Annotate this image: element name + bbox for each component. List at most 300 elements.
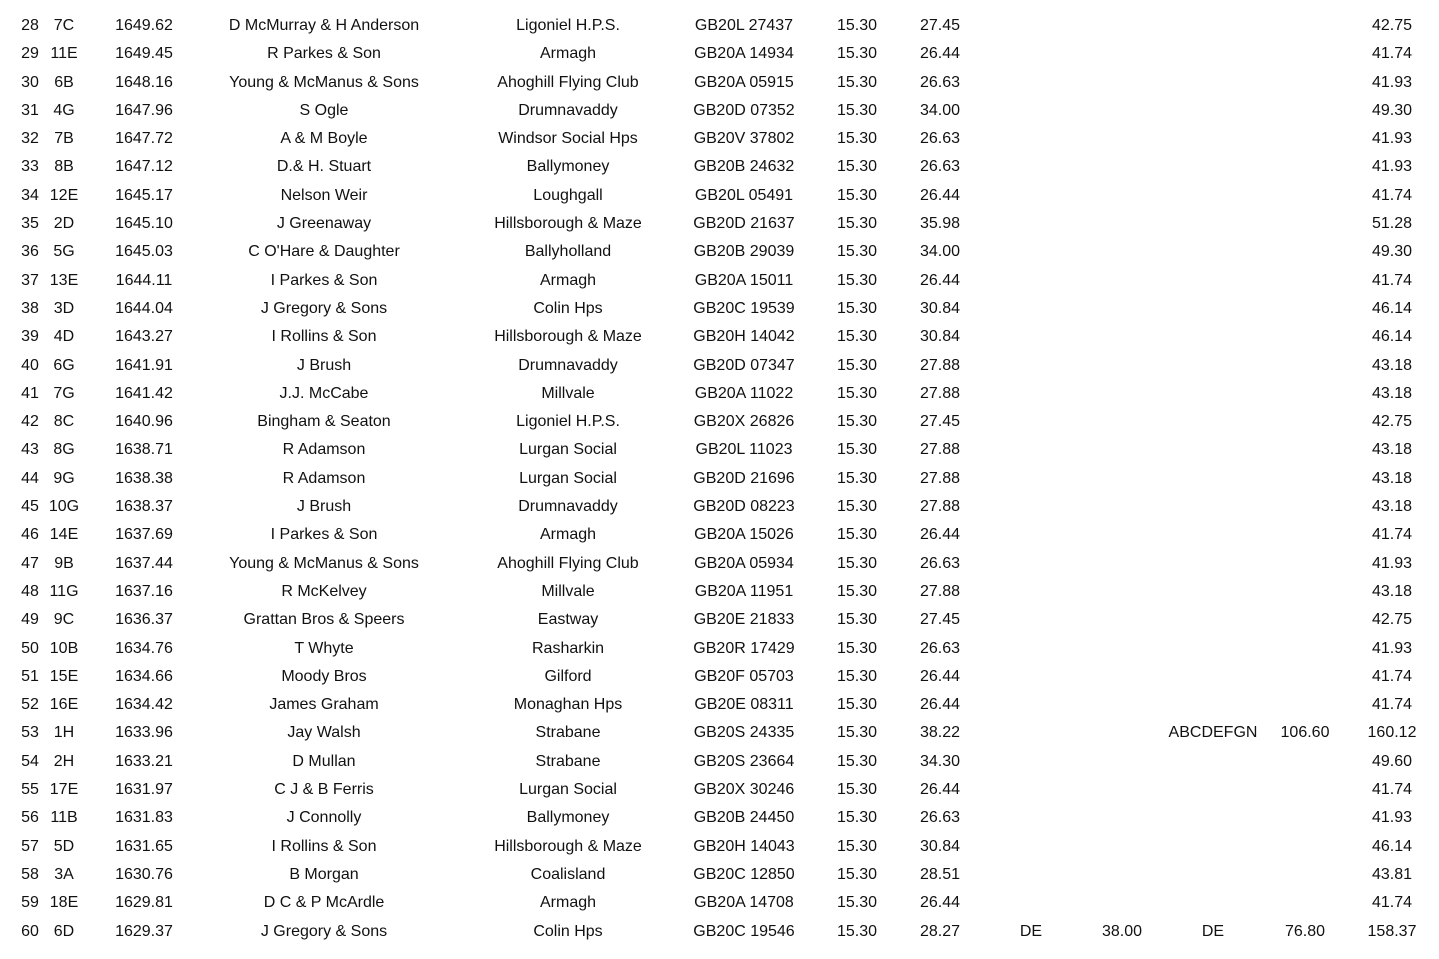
total-cell: 41.74 xyxy=(1371,186,1413,204)
pool-2-cell: ABCDEFGN xyxy=(1168,724,1258,742)
position-cell: 59 xyxy=(21,894,39,912)
position-cell: 38 xyxy=(21,299,39,317)
amount-b-cell: 35.98 xyxy=(919,215,961,233)
ring-number-cell: GB20C 19539 xyxy=(693,299,795,317)
pen-cell: 12E xyxy=(49,186,79,204)
club-cell: Gilford xyxy=(544,667,592,685)
velocity-cell: 1636.37 xyxy=(115,611,173,629)
velocity-cell: 1633.96 xyxy=(115,724,173,742)
amount-a-cell: 15.30 xyxy=(836,243,878,261)
club-cell: Armagh xyxy=(539,45,597,63)
total-cell: 41.74 xyxy=(1371,45,1413,63)
position-cell: 41 xyxy=(21,384,39,402)
velocity-cell: 1633.21 xyxy=(115,752,173,770)
table-row xyxy=(0,748,1439,776)
position-cell: 33 xyxy=(21,158,39,176)
amount-b-cell: 34.00 xyxy=(919,101,961,119)
velocity-cell: 1631.65 xyxy=(115,837,173,855)
pen-cell: 4G xyxy=(53,101,75,119)
pen-cell: 8C xyxy=(53,413,75,431)
velocity-cell: 1629.37 xyxy=(115,922,173,940)
ring-number-cell: GB20D 08223 xyxy=(693,498,795,516)
name-cell: J Brush xyxy=(296,498,352,516)
total-cell: 46.14 xyxy=(1371,299,1413,317)
ring-number-cell: GB20X 30246 xyxy=(693,781,795,799)
amount-a-cell: 15.30 xyxy=(836,667,878,685)
ring-number-cell: GB20A 11951 xyxy=(694,582,794,600)
amount-b-cell: 27.88 xyxy=(919,582,961,600)
club-cell: Hillsborough & Maze xyxy=(494,328,642,346)
total-cell: 49.30 xyxy=(1371,101,1413,119)
total-cell: 43.18 xyxy=(1371,384,1413,402)
table-row xyxy=(0,12,1439,40)
name-cell: J Connolly xyxy=(286,809,362,827)
club-cell: Ahoghill Flying Club xyxy=(497,73,639,91)
table-row xyxy=(0,521,1439,549)
total-cell: 42.75 xyxy=(1371,611,1413,629)
amount-a-cell: 15.30 xyxy=(836,271,878,289)
ring-number-cell: GB20B 24450 xyxy=(693,809,795,827)
pen-cell: 6G xyxy=(53,356,75,374)
pen-cell: 7G xyxy=(53,384,75,402)
amount-b-cell: 26.44 xyxy=(919,45,961,63)
amount-b-cell: 28.51 xyxy=(919,865,961,883)
total-cell: 41.74 xyxy=(1371,894,1413,912)
velocity-cell: 1643.27 xyxy=(115,328,173,346)
club-cell: Ahoghill Flying Club xyxy=(497,554,639,572)
amount-a-cell: 15.30 xyxy=(836,498,878,516)
velocity-cell: 1629.81 xyxy=(115,894,173,912)
total-cell: 41.74 xyxy=(1371,526,1413,544)
pen-cell: 9B xyxy=(54,554,74,572)
table-row xyxy=(0,352,1439,380)
table-row xyxy=(0,182,1439,210)
velocity-cell: 1649.62 xyxy=(115,17,173,34)
total-cell: 158.37 xyxy=(1367,922,1417,940)
ring-number-cell: GB20B 29039 xyxy=(693,243,795,261)
club-cell: Drumnavaddy xyxy=(518,101,618,119)
total-cell: 43.18 xyxy=(1371,498,1413,516)
pen-cell: 9C xyxy=(53,611,75,629)
position-cell: 51 xyxy=(21,667,39,685)
pen-cell: 11G xyxy=(49,582,79,600)
amount-a-cell: 15.30 xyxy=(836,752,878,770)
club-cell: Lurgan Social xyxy=(519,781,617,799)
amount-a-cell: 15.30 xyxy=(836,384,878,402)
amount-b-cell: 30.84 xyxy=(919,328,961,346)
amount-b-cell: 26.44 xyxy=(919,526,961,544)
amount-b-cell: 26.63 xyxy=(919,554,961,572)
amount-a-cell: 15.30 xyxy=(836,469,878,487)
table-row xyxy=(0,380,1439,408)
pen-cell: 11E xyxy=(50,45,78,63)
position-cell: 53 xyxy=(21,724,39,742)
amount-a-cell: 15.30 xyxy=(836,639,878,657)
total-cell: 41.93 xyxy=(1371,158,1413,176)
pen-cell: 17E xyxy=(49,781,79,799)
total-cell: 41.74 xyxy=(1371,667,1413,685)
amount-a-cell: 15.30 xyxy=(836,582,878,600)
club-cell: Eastway xyxy=(537,611,599,629)
club-cell: Ballymoney xyxy=(526,158,610,176)
table-row xyxy=(0,295,1439,323)
total-cell: 43.18 xyxy=(1371,582,1413,600)
velocity-cell: 1644.04 xyxy=(115,299,173,317)
total-cell: 43.18 xyxy=(1371,469,1413,487)
club-cell: Lurgan Social xyxy=(519,441,617,459)
ring-number-cell: GB20A 11022 xyxy=(694,384,794,402)
table-row xyxy=(0,323,1439,351)
ring-number-cell: GB20X 26826 xyxy=(693,413,795,431)
table-row xyxy=(0,635,1439,663)
table-row xyxy=(0,69,1439,97)
amount-a-cell: 15.30 xyxy=(836,101,878,119)
position-cell: 54 xyxy=(21,752,39,770)
amount-b-cell: 26.44 xyxy=(919,271,961,289)
pen-cell: 9G xyxy=(53,469,75,487)
table-row xyxy=(0,804,1439,832)
pen-cell: 3A xyxy=(54,865,74,883)
club-cell: Colin Hps xyxy=(533,922,603,940)
name-cell: D.& H. Stuart xyxy=(276,158,372,176)
total-cell: 41.93 xyxy=(1371,554,1413,572)
velocity-cell: 1631.97 xyxy=(115,781,173,799)
table-row xyxy=(0,153,1439,181)
table-row xyxy=(0,606,1439,634)
total-cell: 43.18 xyxy=(1371,441,1413,459)
amount-a-cell: 15.30 xyxy=(836,45,878,63)
velocity-cell: 1641.91 xyxy=(115,356,173,374)
position-cell: 47 xyxy=(21,554,39,572)
amount-b-cell: 27.88 xyxy=(919,356,961,374)
club-cell: Colin Hps xyxy=(533,299,603,317)
position-cell: 28 xyxy=(21,17,39,34)
name-cell: I Parkes & Son xyxy=(270,526,378,544)
club-cell: Ballymoney xyxy=(526,809,610,827)
pen-cell: 2D xyxy=(53,215,75,233)
table-row xyxy=(0,436,1439,464)
club-cell: Windsor Social Hps xyxy=(498,130,638,148)
position-cell: 34 xyxy=(21,186,39,204)
prize-1-cell: 38.00 xyxy=(1101,922,1143,940)
name-cell: C J & B Ferris xyxy=(274,781,374,799)
amount-a-cell: 15.30 xyxy=(836,73,878,91)
ring-number-cell: GB20A 15011 xyxy=(694,271,794,289)
amount-b-cell: 30.84 xyxy=(919,837,961,855)
results-table xyxy=(0,12,1439,946)
ring-number-cell: GB20C 19546 xyxy=(693,922,795,940)
table-row xyxy=(0,889,1439,917)
pen-cell: 11B xyxy=(50,809,78,827)
pen-cell: 3D xyxy=(53,299,75,317)
position-cell: 35 xyxy=(21,215,39,233)
total-cell: 41.93 xyxy=(1371,130,1413,148)
club-cell: Strabane xyxy=(535,724,601,742)
amount-b-cell: 26.63 xyxy=(919,73,961,91)
name-cell: Young & McManus & Sons xyxy=(229,73,419,91)
ring-number-cell: GB20D 07347 xyxy=(693,356,795,374)
total-cell: 42.75 xyxy=(1371,17,1413,34)
prize-2-cell: 106.60 xyxy=(1280,724,1330,742)
name-cell: R McKelvey xyxy=(281,582,367,600)
velocity-cell: 1638.71 xyxy=(115,441,173,459)
position-cell: 37 xyxy=(21,271,39,289)
position-cell: 55 xyxy=(21,781,39,799)
velocity-cell: 1645.03 xyxy=(115,243,173,261)
ring-number-cell: GB20E 08311 xyxy=(694,696,794,714)
table-row xyxy=(0,663,1439,691)
amount-b-cell: 26.44 xyxy=(919,781,961,799)
amount-a-cell: 15.30 xyxy=(836,215,878,233)
velocity-cell: 1640.96 xyxy=(115,413,173,431)
name-cell: J Brush xyxy=(296,356,352,374)
amount-a-cell: 15.30 xyxy=(836,186,878,204)
table-row xyxy=(0,776,1439,804)
ring-number-cell: GB20V 37802 xyxy=(693,130,795,148)
table-row xyxy=(0,918,1439,946)
name-cell: D C & P McArdle xyxy=(263,894,385,912)
amount-b-cell: 27.88 xyxy=(919,469,961,487)
velocity-cell: 1647.72 xyxy=(115,130,173,148)
position-cell: 45 xyxy=(21,498,39,516)
name-cell: I Rollins & Son xyxy=(271,837,377,855)
name-cell: Jay Walsh xyxy=(287,724,361,742)
ring-number-cell: GB20A 14934 xyxy=(694,45,794,63)
total-cell: 41.74 xyxy=(1371,696,1413,714)
ring-number-cell: GB20L 27437 xyxy=(694,17,794,34)
name-cell: Grattan Bros & Speers xyxy=(243,611,405,629)
name-cell: S Ogle xyxy=(299,101,349,119)
club-cell: Hillsborough & Maze xyxy=(494,837,642,855)
amount-b-cell: 27.45 xyxy=(919,17,961,34)
name-cell: T Whyte xyxy=(294,639,354,657)
name-cell: Young & McManus & Sons xyxy=(229,554,419,572)
amount-a-cell: 15.30 xyxy=(836,781,878,799)
amount-a-cell: 15.30 xyxy=(836,809,878,827)
pen-cell: 7B xyxy=(54,130,74,148)
position-cell: 39 xyxy=(21,328,39,346)
amount-a-cell: 15.30 xyxy=(836,554,878,572)
pen-cell: 6D xyxy=(53,922,75,940)
position-cell: 40 xyxy=(21,356,39,374)
velocity-cell: 1648.16 xyxy=(115,73,173,91)
name-cell: C O'Hare & Daughter xyxy=(248,243,400,261)
ring-number-cell: GB20D 07352 xyxy=(693,101,795,119)
position-cell: 48 xyxy=(21,582,39,600)
amount-b-cell: 26.63 xyxy=(919,639,961,657)
ring-number-cell: GB20E 21833 xyxy=(693,611,795,629)
table-row xyxy=(0,267,1439,295)
velocity-cell: 1649.45 xyxy=(115,45,173,63)
total-cell: 49.30 xyxy=(1371,243,1413,261)
total-cell: 160.12 xyxy=(1367,724,1417,742)
amount-a-cell: 15.30 xyxy=(836,158,878,176)
club-cell: Drumnavaddy xyxy=(518,356,618,374)
total-cell: 42.75 xyxy=(1371,413,1413,431)
amount-a-cell: 15.30 xyxy=(836,696,878,714)
amount-a-cell: 15.30 xyxy=(836,526,878,544)
table-row xyxy=(0,40,1439,68)
pen-cell: 1H xyxy=(53,724,75,742)
pen-cell: 10G xyxy=(48,498,80,516)
velocity-cell: 1634.42 xyxy=(115,696,173,714)
position-cell: 44 xyxy=(21,469,39,487)
position-cell: 58 xyxy=(21,865,39,883)
position-cell: 49 xyxy=(21,611,39,629)
amount-b-cell: 26.63 xyxy=(919,158,961,176)
amount-a-cell: 15.30 xyxy=(836,356,878,374)
club-cell: Millvale xyxy=(541,582,595,600)
velocity-cell: 1634.66 xyxy=(115,667,173,685)
ring-number-cell: GB20S 23664 xyxy=(693,752,795,770)
velocity-cell: 1644.11 xyxy=(115,271,173,289)
name-cell: B Morgan xyxy=(289,865,359,883)
position-cell: 57 xyxy=(21,837,39,855)
table-row xyxy=(0,550,1439,578)
name-cell: J Gregory & Sons xyxy=(260,299,388,317)
club-cell: Ballyholland xyxy=(524,243,612,261)
name-cell: I Parkes & Son xyxy=(270,271,378,289)
name-cell: Bingham & Seaton xyxy=(257,413,391,431)
amount-b-cell: 26.44 xyxy=(919,667,961,685)
club-cell: Ligoniel H.P.S. xyxy=(516,413,620,431)
name-cell: A & M Boyle xyxy=(280,130,368,148)
velocity-cell: 1647.12 xyxy=(115,158,173,176)
table-row xyxy=(0,719,1439,747)
club-cell: Armagh xyxy=(539,894,597,912)
position-cell: 43 xyxy=(21,441,39,459)
ring-number-cell: GB20S 24335 xyxy=(693,724,795,742)
club-cell: Lurgan Social xyxy=(519,469,617,487)
pen-cell: 13E xyxy=(49,271,79,289)
pen-cell: 5G xyxy=(53,243,75,261)
pen-cell: 6B xyxy=(54,73,74,91)
position-cell: 32 xyxy=(21,130,39,148)
velocity-cell: 1645.17 xyxy=(115,186,173,204)
ring-number-cell: GB20A 15026 xyxy=(694,526,794,544)
position-cell: 29 xyxy=(21,45,39,63)
pen-cell: 10B xyxy=(49,639,79,657)
velocity-cell: 1638.38 xyxy=(115,469,173,487)
pen-cell: 15E xyxy=(49,667,79,685)
pool-1-cell: DE xyxy=(1019,922,1043,940)
club-cell: Drumnavaddy xyxy=(518,498,618,516)
ring-number-cell: GB20R 17429 xyxy=(693,639,795,657)
position-cell: 46 xyxy=(21,526,39,544)
amount-b-cell: 26.63 xyxy=(919,809,961,827)
amount-a-cell: 15.30 xyxy=(836,837,878,855)
name-cell: James Graham xyxy=(269,696,379,714)
ring-number-cell: GB20A 05934 xyxy=(694,554,794,572)
total-cell: 41.93 xyxy=(1371,809,1413,827)
velocity-cell: 1631.83 xyxy=(115,809,173,827)
amount-a-cell: 15.30 xyxy=(836,922,878,940)
amount-b-cell: 38.22 xyxy=(919,724,961,742)
pen-cell: 5D xyxy=(53,837,75,855)
position-cell: 42 xyxy=(21,413,39,431)
name-cell: R Parkes & Son xyxy=(267,45,381,63)
name-cell: I Rollins & Son xyxy=(271,328,377,346)
table-row xyxy=(0,125,1439,153)
ring-number-cell: GB20D 21696 xyxy=(693,469,795,487)
ring-number-cell: GB20B 24632 xyxy=(693,158,795,176)
pool-2-cell: DE xyxy=(1201,922,1225,940)
name-cell: R Adamson xyxy=(282,469,366,487)
total-cell: 41.74 xyxy=(1371,271,1413,289)
ring-number-cell: GB20H 14042 xyxy=(693,328,795,346)
pen-cell: 2H xyxy=(53,752,75,770)
velocity-cell: 1647.96 xyxy=(115,101,173,119)
position-cell: 60 xyxy=(21,922,39,940)
ring-number-cell: GB20H 14043 xyxy=(693,837,795,855)
amount-b-cell: 26.44 xyxy=(919,186,961,204)
table-row xyxy=(0,493,1439,521)
total-cell: 41.93 xyxy=(1371,73,1413,91)
club-cell: Monaghan Hps xyxy=(513,696,623,714)
amount-a-cell: 15.30 xyxy=(836,17,878,34)
amount-b-cell: 26.44 xyxy=(919,696,961,714)
amount-a-cell: 15.30 xyxy=(836,724,878,742)
table-row xyxy=(0,97,1439,125)
ring-number-cell: GB20C 12850 xyxy=(693,865,795,883)
pen-cell: 14E xyxy=(49,526,79,544)
total-cell: 43.81 xyxy=(1371,865,1413,883)
total-cell: 41.93 xyxy=(1371,639,1413,657)
ring-number-cell: GB20A 14708 xyxy=(694,894,794,912)
club-cell: Loughgall xyxy=(533,186,603,204)
club-cell: Armagh xyxy=(539,271,597,289)
velocity-cell: 1637.16 xyxy=(115,582,173,600)
amount-a-cell: 15.30 xyxy=(836,441,878,459)
name-cell: D Mullan xyxy=(292,752,356,770)
position-cell: 52 xyxy=(21,696,39,714)
total-cell: 43.18 xyxy=(1371,356,1413,374)
pen-cell: 8B xyxy=(54,158,74,176)
club-cell: Hillsborough & Maze xyxy=(494,215,642,233)
pen-cell: 7C xyxy=(53,17,75,34)
velocity-cell: 1638.37 xyxy=(115,498,173,516)
total-cell: 49.60 xyxy=(1371,752,1413,770)
name-cell: Moody Bros xyxy=(281,667,367,685)
name-cell: J Greenaway xyxy=(276,215,372,233)
total-cell: 46.14 xyxy=(1371,837,1413,855)
amount-a-cell: 15.30 xyxy=(836,413,878,431)
amount-b-cell: 34.30 xyxy=(919,752,961,770)
table-row xyxy=(0,238,1439,266)
table-row xyxy=(0,833,1439,861)
table-row xyxy=(0,210,1439,238)
club-cell: Ligoniel H.P.S. xyxy=(516,17,620,34)
amount-b-cell: 28.27 xyxy=(919,922,961,940)
club-cell: Rasharkin xyxy=(531,639,605,657)
position-cell: 56 xyxy=(21,809,39,827)
amount-b-cell: 34.00 xyxy=(919,243,961,261)
amount-b-cell: 27.45 xyxy=(919,413,961,431)
ring-number-cell: GB20A 05915 xyxy=(694,73,794,91)
position-cell: 30 xyxy=(21,73,39,91)
total-cell: 46.14 xyxy=(1371,328,1413,346)
name-cell: Nelson Weir xyxy=(280,186,368,204)
velocity-cell: 1637.69 xyxy=(115,526,173,544)
amount-b-cell: 26.63 xyxy=(919,130,961,148)
club-cell: Armagh xyxy=(539,526,597,544)
name-cell: J.J. McCabe xyxy=(279,384,369,402)
position-cell: 36 xyxy=(21,243,39,261)
velocity-cell: 1637.44 xyxy=(115,554,173,572)
amount-a-cell: 15.30 xyxy=(836,865,878,883)
velocity-cell: 1645.10 xyxy=(115,215,173,233)
amount-b-cell: 27.88 xyxy=(919,384,961,402)
